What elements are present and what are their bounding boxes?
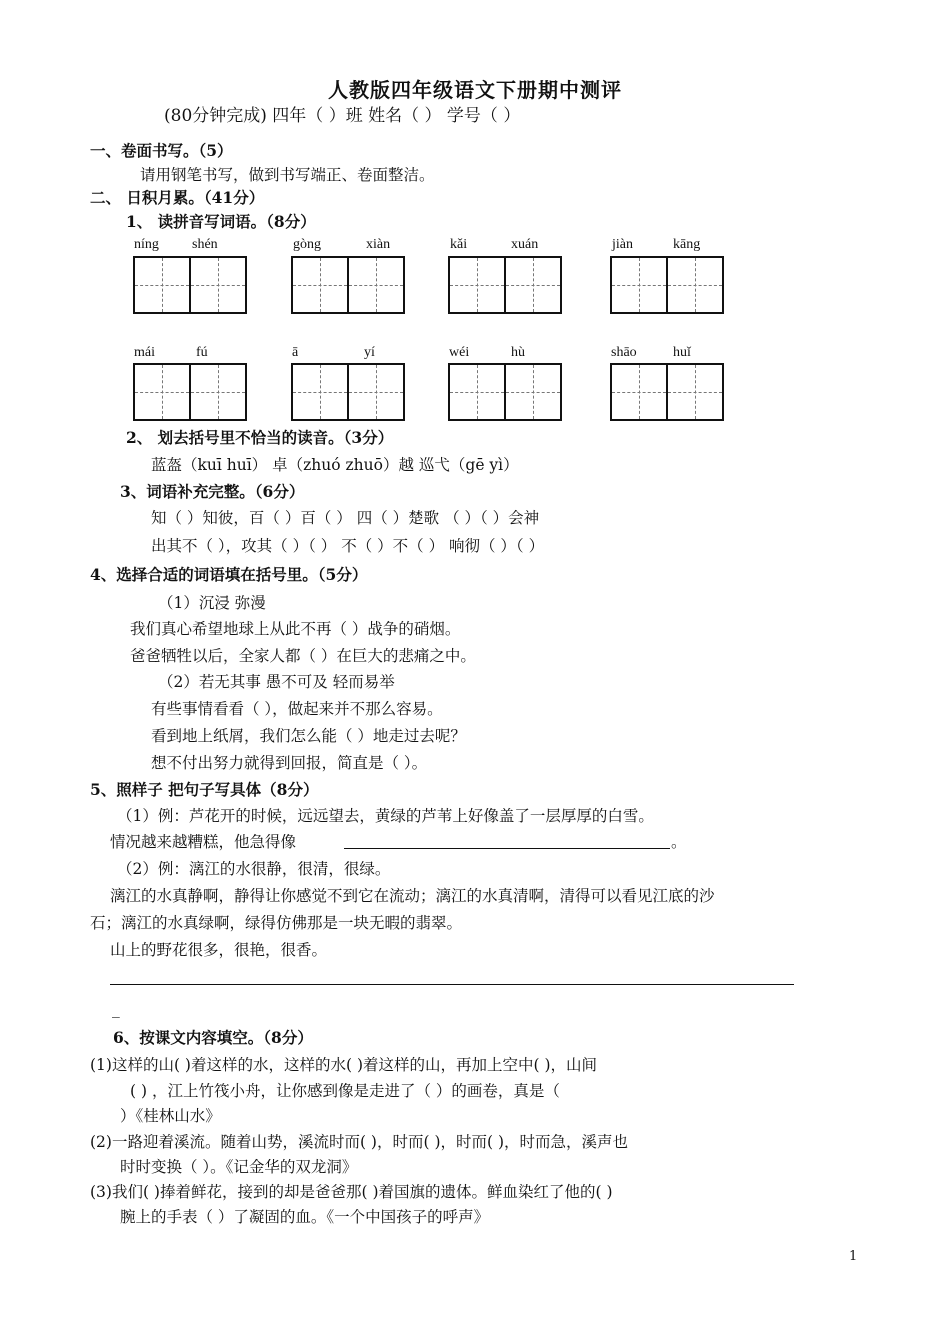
pinyin: mái <box>134 345 155 360</box>
section-6-heading: 6、按课文内容填空。（8分） <box>113 1028 313 1047</box>
fill-sentence: 看到地上纸屑，我们怎么能（ ）地走过去呢？ <box>151 727 466 745</box>
section-1-text: 请用钢笔书写，做到书写端正、卷面整洁。 <box>140 166 435 184</box>
pinyin: kǎi <box>450 237 468 252</box>
section-2-heading: 二、 日积月累。（41分） <box>90 188 265 207</box>
pinyin: shén <box>192 237 218 252</box>
fill-sentence: 想不付出努力就得到回报，简直是（ ）。 <box>151 754 428 772</box>
fill-paragraph: (1)这样的山( )着这样的水，这样的水( )着这样的山，再加上空中( )，山间 <box>90 1056 598 1074</box>
pinyin: yí <box>364 345 375 360</box>
student-info-line: (80分钟完成) 四年（ ）班 姓名（ ） 学号（ ） <box>164 106 521 126</box>
pinyin: níng <box>134 237 159 252</box>
writing-box[interactable] <box>133 256 249 318</box>
word-group: （2）若无其事 愚不可及 轻而易举 <box>158 673 395 691</box>
fill-paragraph: ( ) ，江上竹筏小舟，让你感到像是走进了（ ）的画卷，真是（ <box>130 1082 560 1100</box>
exercise-sentence: 山上的野花很多，很艳，很香。 <box>110 941 328 959</box>
q3-heading: 3、词语补充完整。（6分） <box>120 482 305 501</box>
writing-box[interactable] <box>133 363 249 425</box>
section-4-heading: 4、选择合适的词语填在括号里。（5分） <box>90 565 368 584</box>
pinyin: shāo <box>611 345 637 360</box>
example-text: 漓江的水真静啊，静得让你感觉不到它在流动；漓江的水真清啊，清得可以看见江底的沙 <box>110 887 715 905</box>
pinyin: fú <box>196 345 208 360</box>
fill-paragraph: (2)一路迎着溪流。随着山势，溪流时而( )，时而( )，时而( )，时而急，溪声也 <box>90 1133 629 1151</box>
pinyin: xiàn <box>366 237 391 252</box>
q3-line: 知（ ）知彼，百（ ）百（ ） 四（ ）楚歌 （ ）（ ）会神 <box>151 509 540 527</box>
pinyin: wéi <box>449 345 470 360</box>
writing-box[interactable] <box>610 363 726 425</box>
pinyin: kāng <box>673 237 701 252</box>
exercise-sentence: 情况越来越糟糕，他急得像 <box>110 833 297 851</box>
answer-line[interactable] <box>344 848 670 849</box>
pinyin: xuán <box>511 237 539 252</box>
q2-text: 蓝盔（kuī huī） 卓（zhuó zhuō）越 巡弋（gē yì） <box>151 456 519 474</box>
q3-line: 出其不（ ），攻其（ ）（ ） 不（ ）不（ ） 响彻（ ）（ ） <box>151 537 545 555</box>
writing-box[interactable] <box>448 256 564 318</box>
example-sentence: （1）例：芦花开的时候，远远望去，黄绿的芦苇上好像盖了一层厚厚的白雪。 <box>117 807 654 825</box>
writing-box[interactable] <box>610 256 726 318</box>
writing-box[interactable] <box>448 363 564 425</box>
fill-paragraph: (3)我们( )捧着鲜花，接到的却是爸爸那( )着国旗的遗体。鲜血染红了他的( ) <box>90 1183 613 1201</box>
q1-heading: 1、 读拼音写词语。（8分） <box>126 212 316 231</box>
page-number: 1 <box>849 1249 858 1264</box>
writing-box[interactable] <box>291 363 407 425</box>
example-text: 石；漓江的水真绿啊，绿得仿佛那是一块无暇的翡翠。 <box>90 914 463 932</box>
writing-box[interactable] <box>291 256 407 318</box>
page-title: 人教版四年级语文下册期中测评 <box>328 78 622 102</box>
fill-paragraph: 腕上的手表（ ）了凝固的血。《一个中国孩子的呼声》 <box>120 1208 490 1226</box>
pinyin: hù <box>511 345 525 360</box>
pinyin: huǐ <box>673 345 691 360</box>
pinyin: ā <box>292 345 299 360</box>
example-sentence: （2）例：漓江的水很静，很清，很绿。 <box>117 860 391 878</box>
word-group: （1）沉浸 弥漫 <box>158 594 266 612</box>
period: 。 <box>671 833 687 851</box>
fill-paragraph: 时时变换（ ）。《记金华的双龙洞》 <box>120 1158 358 1176</box>
dash: _ <box>112 1000 120 1018</box>
fill-sentence: 爸爸牺牲以后，全家人都（ ）在巨大的悲痛之中。 <box>130 647 476 665</box>
fill-sentence: 我们真心希望地球上从此不再（ ）战争的硝烟。 <box>130 620 461 638</box>
section-5-heading: 5、照样子 把句子写具体（8分） <box>90 780 319 799</box>
pinyin: jiàn <box>612 237 633 252</box>
fill-paragraph: ）《桂林山水》 <box>120 1107 221 1125</box>
section-1-heading: 一、卷面书写。（5） <box>90 141 233 160</box>
pinyin: gòng <box>293 237 321 252</box>
fill-sentence: 有些事情看看（ ），做起来并不那么容易。 <box>151 700 443 718</box>
q2-heading: 2、 划去括号里不恰当的读音。（3分） <box>126 428 394 447</box>
answer-line[interactable] <box>110 984 794 985</box>
